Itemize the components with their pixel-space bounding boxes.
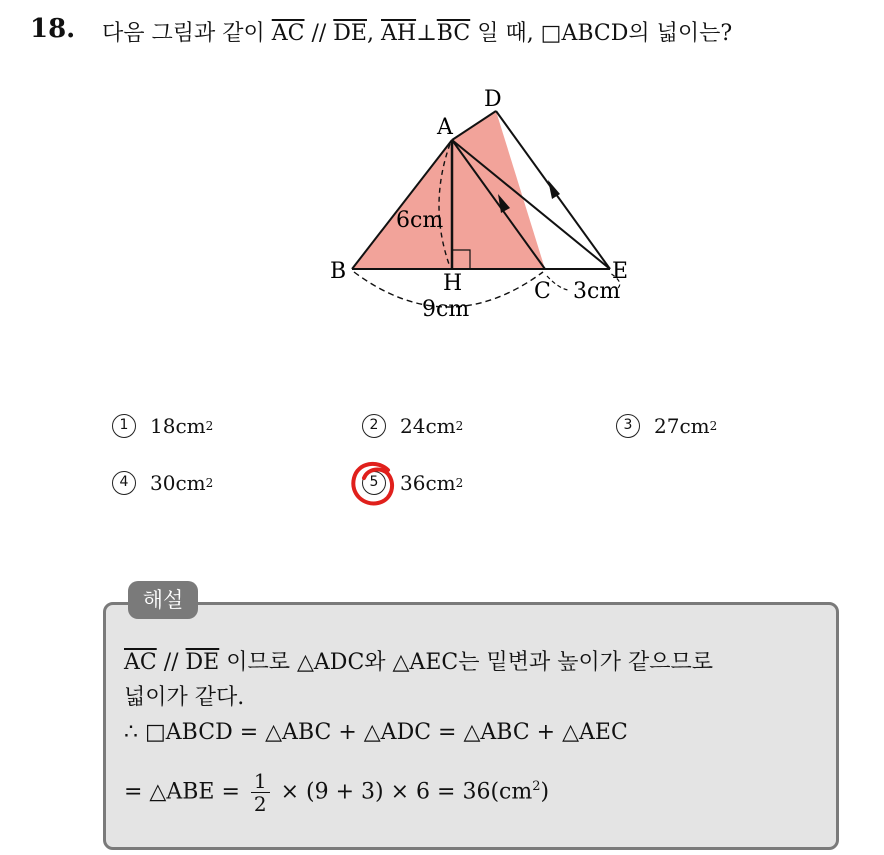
choice-exponent: 2 — [455, 419, 464, 433]
solution-parallel: // — [156, 650, 186, 675]
solution-exponent: 2 — [532, 779, 541, 795]
quadrilateral-diagram — [300, 80, 660, 340]
label-d: D — [484, 87, 502, 112]
choice-exponent: 2 — [709, 419, 718, 433]
comma: , — [367, 21, 381, 46]
solution-line-4-middle: × (9 + 3) × 6 = 36(cm — [273, 779, 533, 805]
choice-1[interactable] — [112, 414, 213, 438]
fraction-denominator: 2 — [253, 792, 267, 816]
fraction-one-half — [251, 770, 270, 815]
solution-line-3: ∴ □ABCD = △ABC + △ADC = △ABC + △AEC — [124, 720, 628, 745]
solution-line-2: 넓이가 같다. — [124, 685, 245, 710]
question-suffix: 일 때, □ABCD의 넓이는? — [470, 21, 733, 46]
choice-value: 24cm — [400, 414, 456, 438]
choice-number: 5 — [362, 471, 386, 495]
choice-number: 4 — [112, 471, 136, 495]
question-prefix: 다음 그림과 같이 — [102, 21, 272, 46]
choice-value: 18cm — [150, 414, 206, 438]
solution-tab: 해설 — [128, 581, 198, 619]
parallel-symbol: // — [304, 21, 334, 46]
solution-segment-ac: $\overline{AC}$ — [124, 650, 157, 675]
solution-line-1 — [124, 645, 713, 676]
segment-ac: $\overline{AC}$ — [271, 21, 305, 46]
choice-number: 2 — [362, 414, 386, 438]
segment-ah: $\overline{AH}$ — [381, 21, 417, 46]
label-e: E — [612, 259, 629, 284]
label-a: A — [437, 115, 453, 140]
label-height: 6cm — [396, 208, 444, 233]
solution-line-4 — [124, 770, 549, 815]
solution-line-4-end: ) — [540, 779, 550, 805]
solution-segment-de: $\overline{DE}$ — [185, 650, 220, 675]
choice-number: 3 — [616, 414, 640, 438]
fraction-numerator: 1 — [251, 770, 270, 793]
choice-exponent: 2 — [455, 476, 464, 490]
answer-circle-mark — [348, 458, 400, 510]
geometry-figure — [300, 80, 660, 340]
segment-bc: $\overline{BC}$ — [436, 21, 471, 46]
label-c: C — [534, 279, 551, 304]
segment-de: $\overline{DE}$ — [333, 21, 367, 46]
choice-exponent: 2 — [205, 476, 214, 490]
choice-value: 30cm — [150, 471, 206, 495]
choice-3[interactable] — [616, 414, 717, 438]
choice-value: 27cm — [654, 414, 710, 438]
choice-value: 36cm — [400, 471, 456, 495]
label-h: H — [443, 271, 463, 296]
question-text — [102, 16, 732, 47]
choice-4[interactable] — [112, 471, 213, 495]
label-b: B — [330, 259, 347, 284]
question-number: 18. — [30, 14, 76, 44]
choice-number: 1 — [112, 414, 136, 438]
choice-exponent: 2 — [205, 419, 214, 433]
label-base: 9cm — [422, 297, 470, 322]
perpendicular-symbol: ⊥ — [416, 21, 437, 46]
solution-line-1-rest: 이므로 △ADC와 △AEC는 밑변과 높이가 같으므로 — [219, 650, 713, 675]
solution-line-4-start: = △ABE = — [124, 779, 247, 805]
choice-2[interactable] — [362, 414, 463, 438]
label-extension: 3cm — [573, 279, 621, 304]
